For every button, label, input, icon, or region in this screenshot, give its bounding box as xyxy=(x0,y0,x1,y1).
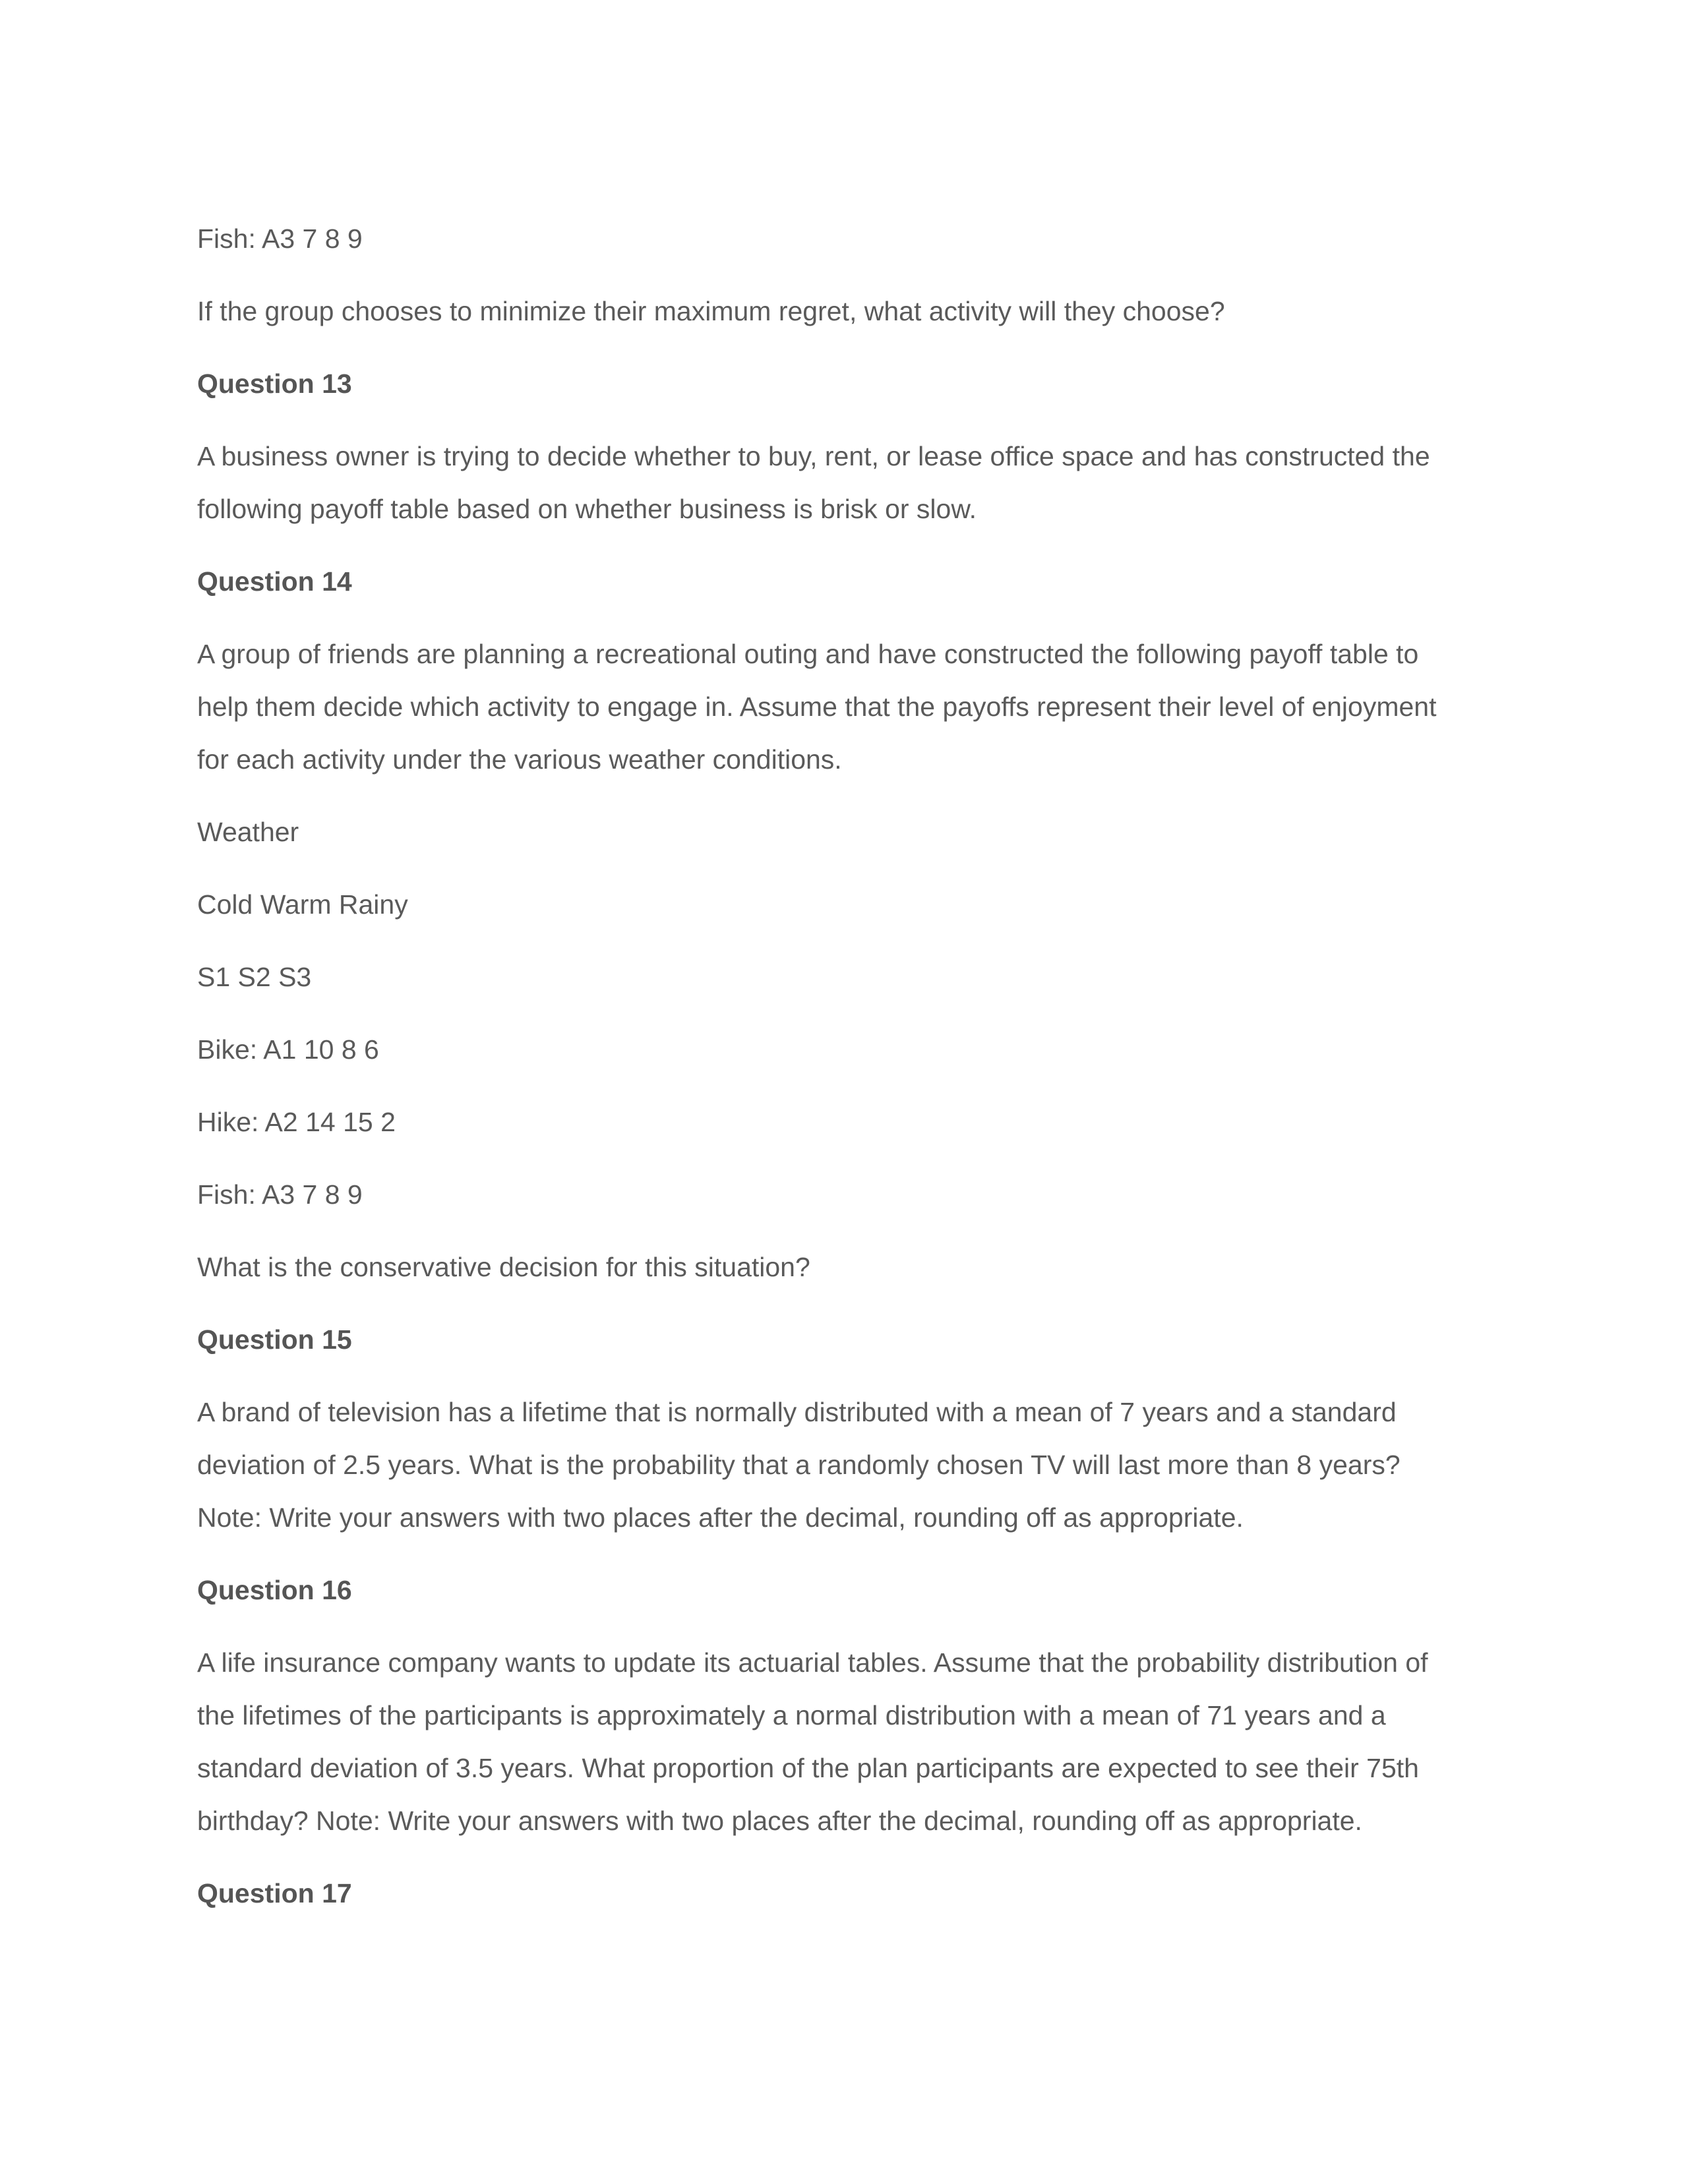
conservative-decision-question: What is the conservative decision for this situation? xyxy=(197,1252,810,1282)
question-14-text: A group of friends are planning a recreational outing and have constructed the following payoff table to help them decide which activity to engage in. Assume that the payoffs represent their level of enjoyment for each activity under the various weather conditions. xyxy=(197,639,1437,775)
state-labels: S1 S2 S3 xyxy=(197,962,312,992)
question-15-heading: Question 15 xyxy=(197,1324,352,1355)
fish-row: Fish: A3 7 8 9 xyxy=(197,1179,363,1210)
question-15-text: A brand of television has a lifetime that is normally distributed with a mean of 7 years and a standard deviation of 2.5 years. What is the probability that a randomly chosen TV will last more than 8 years? Note: Write your answers with two places after the decimal, rounding off as appropriate. xyxy=(197,1397,1401,1533)
question-13-text: A business owner is trying to decide whether to buy, rent, or lease office space and has constructed the following payoff table based on whether business is brisk or slow. xyxy=(197,441,1430,524)
weather-conditions: Cold Warm Rainy xyxy=(197,889,408,920)
question-13-heading: Question 13 xyxy=(197,369,352,399)
question-16-heading: Question 16 xyxy=(197,1575,352,1605)
bike-row: Bike: A1 10 8 6 xyxy=(197,1034,379,1065)
fish-row-top: Fish: A3 7 8 9 xyxy=(197,223,363,254)
hike-row: Hike: A2 14 15 2 xyxy=(197,1107,396,1137)
weather-label: Weather xyxy=(197,817,299,847)
minimax-regret-question: If the group chooses to minimize their maximum regret, what activity will they choose? xyxy=(197,296,1225,326)
question-16-text: A life insurance company wants to update its actuarial tables. Assume that the probability distribution of the lifetimes of the participants is approximately a normal distribution with a mean of 71 years and a standard deviation of 3.5 years. What proportion of the plan participants are expected to see their 75th birthday? Note: Write your answers with two places after the decimal, rounding off as appropriate. xyxy=(197,1647,1428,1836)
document-body xyxy=(197,212,1490,1939)
question-14-heading: Question 14 xyxy=(197,566,352,597)
question-17-heading: Question 17 xyxy=(197,1878,352,1908)
